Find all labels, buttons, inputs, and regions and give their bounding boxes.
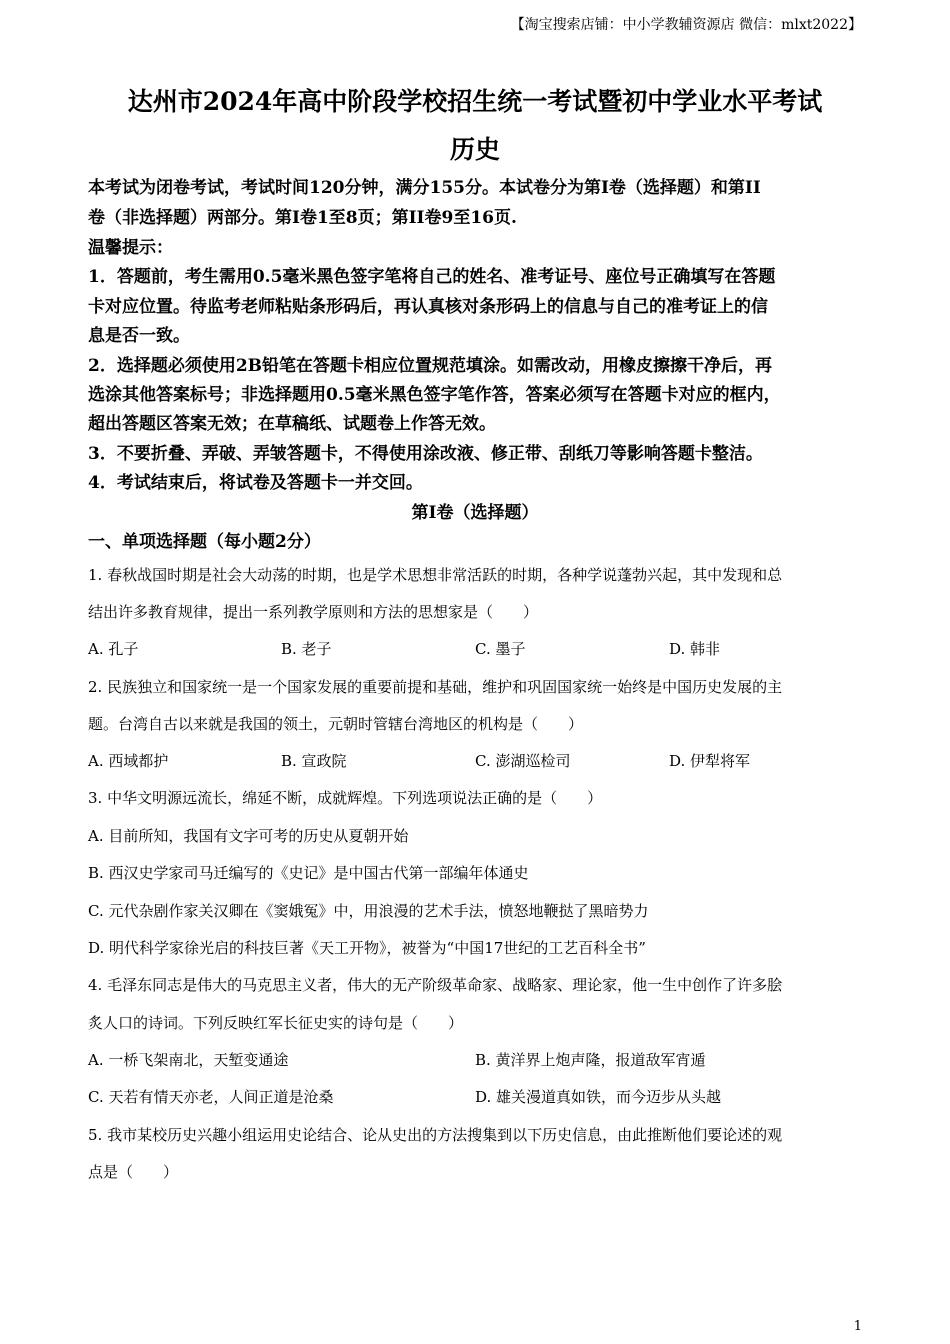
option-a: A. 西域都护 [88,752,169,770]
option-a: A. 目前所知，我国有文字可考的历史从夏朝开始 [88,827,409,845]
option-d: D. 雄关漫道真如铁，而今迈步从头越 [475,1088,722,1106]
subject-title: 历史 [449,135,500,164]
section-heading: 一、单项选择题（每小题2分） [88,532,321,552]
tip-line: 4．考试结束后，将试卷及答题卡一并交回。 [88,473,423,493]
question-text: 点是（ ） [88,1163,179,1181]
option-c: C. 天若有情天亦老，人间正道是沧桑 [88,1088,334,1106]
page-number: 1 [853,1319,862,1334]
tips-label: 温馨提示： [88,238,173,258]
question-text: 3. 中华文明源远流长，绵延不断，成就辉煌。下列选项说法正确的是（ ） [88,789,603,807]
option-d: D. 明代科学家徐光启的科技巨著《天工开物》，被誉为“中国17世纪的工艺百科全书” [88,939,646,957]
option-a: A. 孔子 [88,640,139,658]
part-title: 第Ⅰ卷（选择题） [411,503,539,523]
watermark-text: 【淘宝搜索店铺：中小学教辅资源店 微信：mlxt2022】 [510,17,862,33]
question-text: 1. 春秋战国时期是社会大动荡的时期，也是学术思想非常活跃的时期，各种学说蓬勃兴起，其中发现和总 [88,566,783,584]
tip-line: 卡对应位置。待监考老师粘贴条形码后，再认真核对条形码上的信息与自己的准考证上的信 [88,297,768,317]
question-text: 5. 我市某校历史兴趣小组运用史论结合、论从史出的方法搜集到以下历史信息，由此推断他们要论述的观 [88,1126,783,1144]
intro-line: 本考试为闭卷考试，考试时间120分钟，满分155分。本试卷分为第I卷（选择题）和第II [88,178,761,198]
question-text: 4. 毛泽东同志是伟大的马克思主义者，伟大的无产阶级革命家、战略家、理论家，他一生中创作了许多脍 [88,976,783,994]
option-b: B. 黄洋界上炮声隆，报道敌军宵遁 [475,1051,706,1069]
option-c: C. 澎湖巡检司 [475,752,571,770]
option-c: C. 墨子 [475,640,526,658]
option-d: D. 韩非 [669,640,721,658]
question-text: 结出许多教育规律，提出一系列教学原则和方法的思想家是（ ） [88,603,539,621]
exam-title: 达州市2024年高中阶段学校招生统一考试暨初中学业水平考试 [127,87,823,116]
option-b: B. 西汉史学家司马迁编写的《史记》是中国古代第一部编年体通史 [88,864,529,882]
tip-line: 选涂其他答案标号；非选择题用0.5毫米黑色签字笔作答，答案必须写在答题卡对应的框内， [88,385,781,405]
tip-line: 1．答题前，考生需用0.5毫米黑色签字笔将自己的姓名、准考证号、座位号正确填写在答题 [88,267,776,287]
option-b: B. 宣政院 [281,752,347,770]
option-c: C. 元代杂剧作家关汉卿在《窦娥冤》中，用浪漫的艺术手法，愤怒地鞭挞了黑暗势力 [88,902,649,920]
option-d: D. 伊犁将军 [669,752,751,770]
tip-line: 超出答题区答案无效；在草稿纸、试题卷上作答无效。 [88,414,496,434]
intro-line: 卷（非选择题）两部分。第I卷1至8页；第II卷9至16页. [88,208,517,228]
tip-line: 2．选择题必须使用2B铅笔在答题卡相应位置规范填涂。如需改动，用橡皮擦擦干净后，再 [88,356,773,376]
option-a: A. 一桥飞架南北，天堑变通途 [88,1051,289,1069]
question-text: 炙人口的诗词。下列反映红军长征史实的诗句是（ ） [88,1014,464,1032]
question-text: 2. 民族独立和国家统一是一个国家发展的重要前提和基础，维护和巩固国家统一始终是中国历史发展的主 [88,678,783,696]
tip-line: 息是否一致。 [88,326,190,346]
option-b: B. 老子 [281,640,332,658]
tip-line: 3．不要折叠、弄破、弄皱答题卡，不得使用涂改液、修正带、刮纸刀等影响答题卡整洁。 [88,444,763,464]
question-text: 题。台湾自古以来就是我国的领土，元朝时管辖台湾地区的机构是（ ） [88,715,584,733]
